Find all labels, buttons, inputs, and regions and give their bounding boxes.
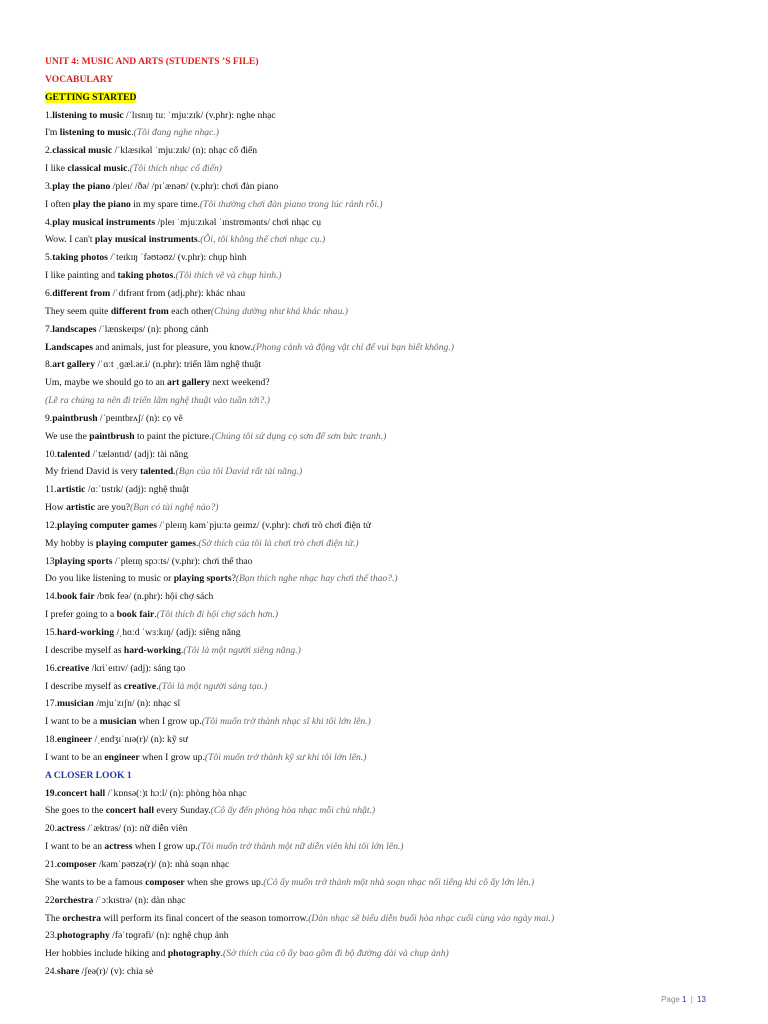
translation: (Phong cảnh và động vật chỉ để vui bạn biết không.) xyxy=(252,341,454,353)
vocab-term: composer xyxy=(57,858,97,870)
entry-number: 2. xyxy=(45,145,53,157)
vocab-term: actress xyxy=(57,823,86,835)
definition: /ʃeə(r)/ (v): chia sẻ xyxy=(79,966,154,978)
vocab-entry xyxy=(45,321,745,339)
sentence-start: Her hobbies include hiking and xyxy=(45,948,168,960)
sentence-end: . xyxy=(195,537,199,549)
unit-title: UNIT 4: MUSIC AND ARTS (STUDENTS ’S FILE) xyxy=(45,56,259,67)
vocab-entry xyxy=(45,285,745,303)
translation: (Cô ấy muốn trở thành một nhà soạn nhạc nổi tiếng khi cô ấy lớn lên.) xyxy=(263,876,535,888)
page-footer xyxy=(661,995,706,1004)
vocab-entry xyxy=(45,624,745,642)
vocab-term: play the piano xyxy=(52,180,111,192)
entry-number: 14. xyxy=(45,591,57,603)
sentence-end: when she grows up. xyxy=(184,876,264,888)
vocab-term: landscapes xyxy=(52,323,97,335)
sentence-start: My hobby is xyxy=(45,537,96,549)
vocab-term: art gallery xyxy=(167,377,210,389)
vocab-term: listening to music xyxy=(59,127,132,139)
sentence-end: . xyxy=(180,644,184,656)
example-sentence xyxy=(45,231,745,249)
vocab-term: playing sports xyxy=(54,555,113,567)
sentence-end: . xyxy=(173,270,176,282)
sentence-start: I prefer going to a xyxy=(45,609,117,621)
vocab-term: talented xyxy=(140,466,174,478)
vocab-entry xyxy=(45,249,745,267)
vocab-term: creative xyxy=(123,680,157,692)
definition: /ˈpleɪɪŋ kəmˈpjuːtə ɡeɪmz/ (v.phr): chơi trò chơi điện tử xyxy=(157,519,371,531)
translation: (Bạn thích nghe nhạc hay chơi thể thao?.) xyxy=(235,573,398,585)
sentence-end: every Sunday. xyxy=(154,805,211,817)
vocab-term: art gallery xyxy=(52,359,96,371)
definition: /fəˈtɒɡrəfi/ (n): nghệ chụp ảnh xyxy=(109,930,229,942)
vocab-entry xyxy=(45,446,745,464)
translation: (Tôi là một người sáng tạo.) xyxy=(158,680,268,692)
page-label: Page xyxy=(661,995,680,1004)
vocab-term: hard-working xyxy=(123,644,181,656)
entry-number: 9. xyxy=(45,412,53,424)
sentence-start: I want to be an xyxy=(45,841,105,853)
vocab-entry xyxy=(45,785,745,803)
vocab-term: playing computer games xyxy=(95,537,196,549)
definition: /ˈklæsɪkəl ˈmjuːzɪk/ (n): nhạc cổ điển xyxy=(112,145,258,157)
vocab-term: orchestra xyxy=(54,894,94,906)
example-sentence xyxy=(45,339,745,357)
vocab-term: creative xyxy=(57,662,90,674)
vocab-term: share xyxy=(57,966,80,978)
sentence-end: . xyxy=(173,466,176,478)
sentence-end: when I grow up. xyxy=(136,716,202,728)
example-sentence xyxy=(45,713,745,731)
definition: /ˈæktrəs/ (n): nữ diễn viên xyxy=(85,823,188,835)
vocab-entry xyxy=(45,695,745,713)
definition: /ɑːˈtɪstɪk/ (adj): nghệ thuật xyxy=(85,484,190,496)
vocab-entry xyxy=(45,142,745,160)
sentence-end: in my spare time. xyxy=(130,198,200,210)
entry-number: 5. xyxy=(45,252,53,264)
example-sentence xyxy=(45,124,745,142)
definition: /ˈɔːkɪstrə/ (n): dàn nhạc xyxy=(93,894,186,906)
example-sentence xyxy=(45,303,745,321)
vocab-term: play musical instruments xyxy=(52,216,156,228)
sentence-start: I want to be an xyxy=(45,751,105,763)
entry-number: 18. xyxy=(45,734,57,746)
sentence-end: when I grow up. xyxy=(139,751,205,763)
sentence-start: I like xyxy=(45,163,68,175)
example-sentence xyxy=(45,606,745,624)
vocab-entry xyxy=(45,481,745,499)
vocab-term: book fair xyxy=(116,609,155,621)
vocab-entry xyxy=(45,214,745,232)
vocab-term: composer xyxy=(145,876,185,888)
example-sentence xyxy=(45,642,745,660)
translation: (Dàn nhạc sẽ biểu diễn buổi hòa nhạc cuối cùng vào ngày mai.) xyxy=(308,912,555,924)
translation: (Sở thích của cô ấy bao gồm đi bộ đường dài và chụp ảnh) xyxy=(223,948,449,960)
sentence-end: to paint the picture. xyxy=(134,430,212,442)
vocab-entry xyxy=(45,517,745,535)
sentence-start: Um, maybe we should go to an xyxy=(45,377,168,389)
example-sentence xyxy=(45,874,745,892)
definition: /ˈlænskeɪps/ (n): phong cảnh xyxy=(96,323,209,335)
entry-number: 10. xyxy=(45,448,57,460)
vocab-term: photography xyxy=(57,930,110,942)
example-sentence xyxy=(45,535,745,553)
vocab-term: playing sports xyxy=(173,573,232,585)
vocab-term: artistic xyxy=(56,484,86,496)
example-sentence xyxy=(45,374,745,392)
sentence-start: I like painting and xyxy=(45,270,118,282)
sentence-start: I describe myself as xyxy=(45,644,124,656)
example-sentence xyxy=(45,463,745,481)
vocab-entry xyxy=(45,892,745,910)
entry-number: 8. xyxy=(45,359,53,371)
vocab-entry xyxy=(45,107,745,125)
entry-number: 21. xyxy=(45,858,57,870)
sentence-start: Wow. I can't xyxy=(45,234,95,246)
vocab-term: musician xyxy=(99,716,137,728)
vocab-entry xyxy=(45,856,745,874)
entry-number: 19. xyxy=(45,787,57,799)
vocab-term: taking photos xyxy=(52,252,108,264)
sentence-end: ? xyxy=(231,573,236,585)
sentence-start: She goes to the xyxy=(45,805,106,817)
entry-number: 24. xyxy=(45,966,57,978)
definition: /bʊk feə/ (n.phr): hội chợ sách xyxy=(94,591,214,603)
vocab-term: play musical instruments xyxy=(94,234,198,246)
translation: (Tôi muốn trở thành nhạc sĩ khi tôi lớn lên.) xyxy=(201,716,371,728)
vocab-entry xyxy=(45,660,745,678)
translation: (Tôi thích vẽ và chụp hình.) xyxy=(175,270,282,282)
page-number: 1 xyxy=(682,995,687,1004)
translation: (Tôi thích đi hội chợ sách hơn.) xyxy=(156,609,279,621)
vocab-term: playing computer games xyxy=(57,519,158,531)
definition: /ˌendʒɪˈnɪə(r)/ (n): kỹ sư xyxy=(92,734,188,746)
entry-number: 1. xyxy=(45,109,53,121)
entry-number: 3. xyxy=(45,180,53,192)
sentence-start: She wants to be a famous xyxy=(45,876,146,888)
vocab-term: Landscapes xyxy=(45,341,93,353)
vocab-entry xyxy=(45,927,745,945)
entry-number: 13 xyxy=(45,555,55,567)
example-sentence xyxy=(45,838,745,856)
vocab-term: artistic xyxy=(66,502,95,514)
sentence-end: next weekend? xyxy=(209,377,270,389)
example-sentence xyxy=(45,196,745,214)
getting-started-heading: GETTING STARTED xyxy=(45,91,137,103)
definition: /ˌhɑːd ˈwɜːkɪŋ/ (adj): siêng năng xyxy=(114,627,241,638)
translation: (Chúng dường như khá khác nhau.) xyxy=(210,305,348,317)
sentence-start: Do you like listening to music or xyxy=(45,573,174,585)
vocab-entry xyxy=(45,820,745,838)
sentence-end: . xyxy=(154,609,157,621)
vocab-term: musician xyxy=(57,698,94,710)
sentence-end: are you? xyxy=(94,502,131,514)
entry-number: 11. xyxy=(45,484,57,496)
entry-number: 6. xyxy=(45,287,53,299)
sentence-end: will perform its final concert of the season tomorrow. xyxy=(101,912,309,924)
entry-number: 7. xyxy=(45,323,53,335)
definition: /pleɪ/ /ðə/ /pɪˈænəʊ/ (v.phr): chơi đàn piano xyxy=(110,180,279,192)
translation: (Tôi thường chơi đàn piano trong lúc rảnh rỗi.) xyxy=(199,198,383,210)
example-sentence xyxy=(45,267,745,285)
vocab-entry xyxy=(45,553,745,571)
vocab-term: play the piano xyxy=(72,198,131,210)
vocab-term: classical music xyxy=(67,163,128,175)
sentence-end: . xyxy=(197,234,201,246)
vocabulary-heading: VOCABULARY xyxy=(45,73,114,85)
vocab-entry xyxy=(45,356,745,374)
entry-number: 20. xyxy=(45,823,57,835)
vocab-term: different from xyxy=(110,305,169,317)
definition: /ˈkɒnsə(ː)t hɔːl/ (n): phòng hòa nhạc xyxy=(105,787,247,799)
entry-number: 16. xyxy=(45,662,57,674)
entry-number: 23. xyxy=(45,930,57,942)
vocab-term: classical music xyxy=(52,145,113,157)
translation: (Sở thích của tôi là chơi trò chơi điện tử.) xyxy=(198,537,359,549)
page-separator: | xyxy=(690,995,693,1004)
example-sentence xyxy=(45,910,745,928)
sentence-start: My friend David is very xyxy=(45,466,141,478)
sentence-end: each other xyxy=(168,305,211,317)
sentence-start: The xyxy=(45,912,63,924)
vocab-term: engineer xyxy=(57,734,93,746)
vocab-term: paintbrush xyxy=(52,412,98,424)
sentence-start: I want to be a xyxy=(45,716,100,728)
entry-number: 17. xyxy=(45,698,57,710)
example-sentence xyxy=(45,749,745,767)
definition: /pleɪ ˈmjuːzɪkəl ˈɪnstrʊmənts/ chơi nhạc cụ xyxy=(155,216,322,228)
vocab-term: concert hall xyxy=(57,787,106,799)
vocab-term: book fair xyxy=(57,591,95,603)
entry-number: 22 xyxy=(45,894,55,906)
entry-number: 15. xyxy=(45,627,57,638)
translation: (Tôi đang nghe nhạc.) xyxy=(133,127,219,139)
sentence-end: and animals, just for pleasure, you know. xyxy=(92,341,253,353)
translation: (Tôi thích nhạc cổ điển) xyxy=(129,163,222,175)
vocab-entry xyxy=(45,410,745,428)
translation: (Tôi muốn trở thành kỹ sư khi tôi lớn lên.) xyxy=(204,751,367,763)
definition: /ˈteɪkɪŋ ˈfəʊtəʊz/ (v.phr): chụp hình xyxy=(107,252,247,264)
getting-started-line xyxy=(45,89,745,107)
sentence-end: . xyxy=(131,127,134,139)
definition: /ˈlɪsnɪŋ tuː ˈmjuːzɪk/ (v.phr): nghe nhạc xyxy=(123,109,276,121)
vocab-term: different from xyxy=(52,287,111,299)
translation: (Ôi, tôi không thể chơi nhạc cụ.) xyxy=(200,234,326,246)
sentence-end: when I grow up. xyxy=(132,841,198,853)
definition: /mjuˈzɪʃn/ (n): nhạc sĩ xyxy=(93,698,181,710)
translation: (Tôi là một người siêng năng.) xyxy=(183,644,301,656)
sentence-start: I'm xyxy=(45,127,60,139)
definition: /kriˈeɪtɪv/ (adj): sáng tạo xyxy=(89,662,186,674)
entry-number: 4. xyxy=(45,216,53,228)
vocab-term: hard-working xyxy=(57,627,115,638)
translation: (Cô ấy đến phòng hòa nhạc mỗi chủ nhật.) xyxy=(210,805,376,817)
example-sentence xyxy=(45,570,745,588)
section-heading: A CLOSER LOOK 1 xyxy=(45,769,132,781)
vocab-term: photography xyxy=(167,948,221,960)
translation: (Tôi muốn trở thành một nữ diễn viên khi tôi lớn lên.) xyxy=(197,841,404,853)
vocab-entry xyxy=(45,963,745,981)
vocab-term: orchestra xyxy=(62,912,102,924)
definition: /ˈtæləntɪd/ (adj): tài năng xyxy=(90,448,189,460)
sentence-start: I describe myself as xyxy=(45,680,124,692)
vocab-entry xyxy=(45,178,745,196)
vocab-term: paintbrush xyxy=(89,430,135,442)
vocab-term: listening to music xyxy=(52,109,124,121)
vocabulary-list xyxy=(45,107,745,981)
document-page xyxy=(45,53,745,981)
entry-number: 12. xyxy=(45,519,57,531)
vocab-term: taking photos xyxy=(117,270,174,282)
total-pages: 13 xyxy=(697,995,706,1004)
sentence-start: They seem quite xyxy=(45,305,111,317)
translation: (Bạn của tôi David rất tài năng.) xyxy=(175,466,303,478)
vocab-term: concert hall xyxy=(105,805,154,817)
vocab-term: actress xyxy=(104,841,133,853)
definition: /ˈpleɪɪŋ spɔːts/ (v.phr): chơi thể thao xyxy=(112,555,253,567)
example-sentence xyxy=(45,802,745,820)
translation: (Lẽ ra chúng ta nên đi triển lãm nghệ thuật vào tuần tới?.) xyxy=(45,395,270,407)
sentence-start: How xyxy=(45,502,67,514)
example-sentence xyxy=(45,160,745,178)
example-sentence xyxy=(45,678,745,696)
example-sentence xyxy=(45,499,745,517)
vocab-term: talented xyxy=(57,448,91,460)
sentence-end: . xyxy=(127,163,130,175)
example-sentence xyxy=(45,945,745,963)
vocab-entry xyxy=(45,731,745,749)
definition: /ˈpeɪntbrʌʃ/ (n): cọ vẽ xyxy=(97,412,183,424)
vocab-entry xyxy=(45,588,745,606)
sentence-start: We use the xyxy=(45,430,90,442)
definition: /ˈdɪfrənt frɒm (adj.phr): khác nhau xyxy=(110,287,246,299)
sentence-end: . xyxy=(220,948,224,960)
example-sentence xyxy=(45,428,745,446)
definition: /ˈɑːt ˌɡæl.ər.i/ (n.phr): triển lãm nghệ thuật xyxy=(95,359,262,371)
translation: (Bạn có tài nghệ nào?) xyxy=(130,502,219,514)
vocab-term: engineer xyxy=(104,751,140,763)
sentence-end: . xyxy=(156,680,159,692)
translation-line xyxy=(45,392,745,410)
definition: /kəmˈpəʊzə(r)/ (n): nhà soạn nhạc xyxy=(96,858,230,870)
translation: (Chúng tôi sử dụng cọ sơn để sơn bức tranh.) xyxy=(211,430,387,442)
sentence-start: I often xyxy=(45,198,73,210)
